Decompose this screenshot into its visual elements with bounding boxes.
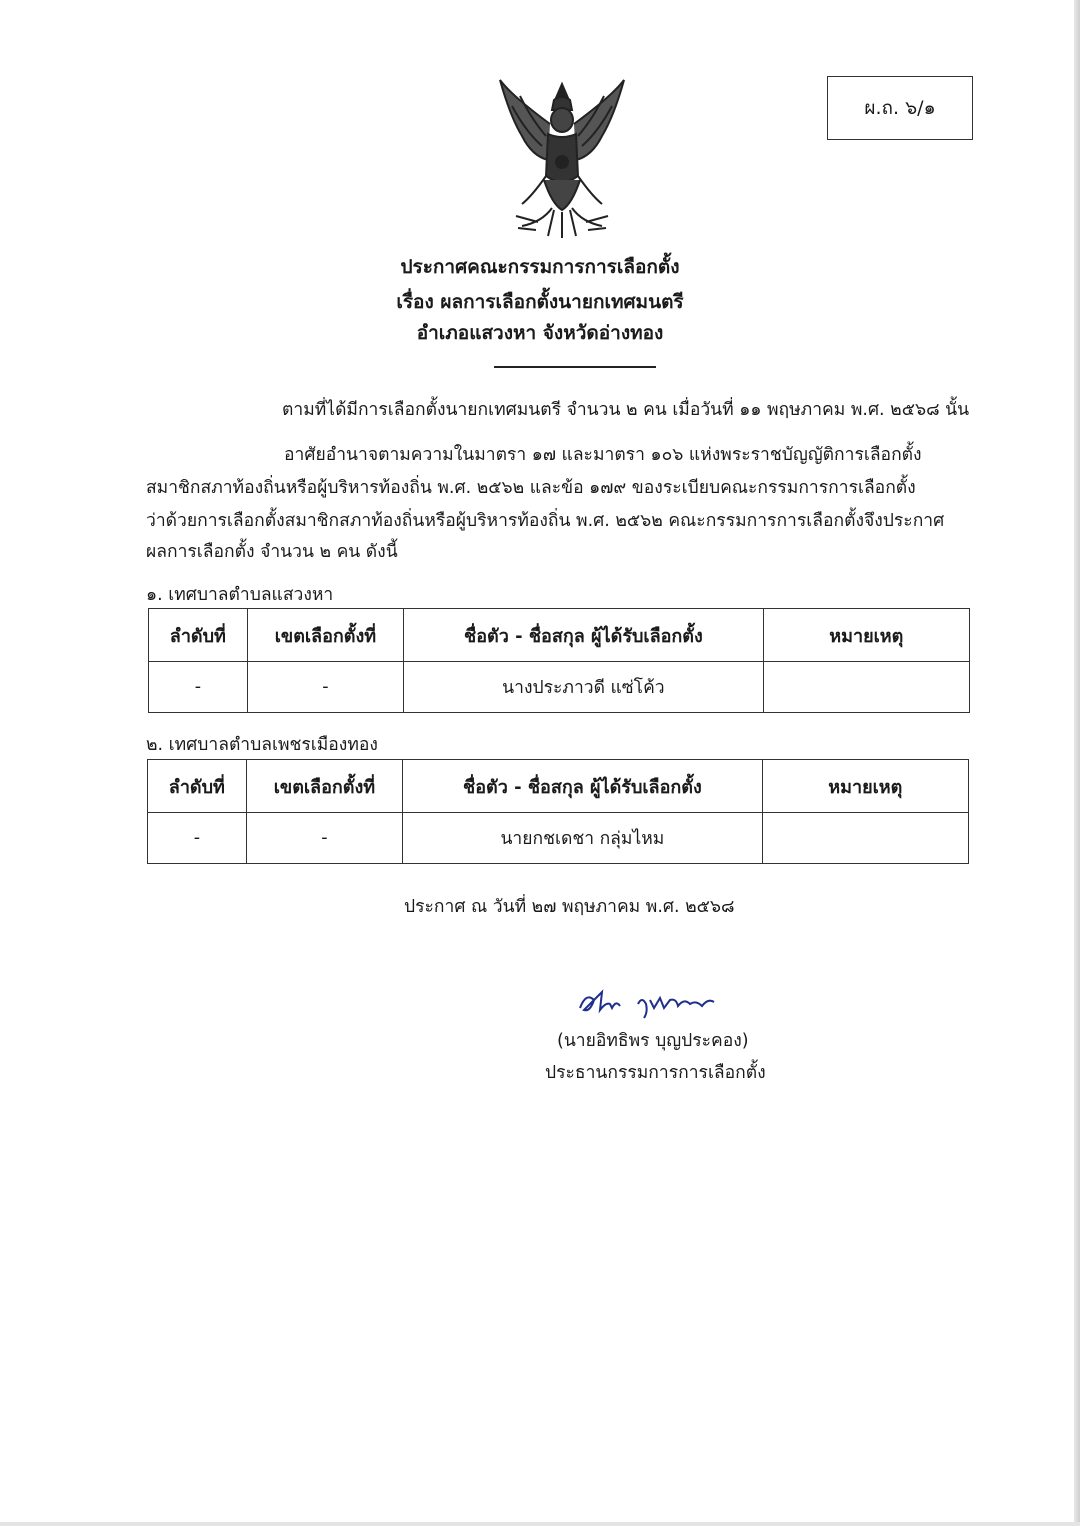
- table-row: [148, 813, 969, 864]
- legal-basis-line-3: ว่าด้วยการเลือกตั้งสมาชิกสภาท้องถิ่นหรือผู้บริหารท้องถิ่น พ.ศ. ๒๕๖๒ คณะกรรมการการเลือกตั้งจึงประกาศ: [146, 511, 945, 531]
- header-district: เขตเลือกตั้งที่: [246, 760, 402, 813]
- form-code-box: [827, 76, 973, 140]
- cell-order: -: [149, 662, 248, 713]
- header-name: ชื่อตัว - ชื่อสกุล ผู้ได้รับเลือกตั้ง: [404, 609, 763, 662]
- cell-remark: [762, 813, 968, 864]
- page-bottom-edge: [0, 1522, 1080, 1526]
- header-order: ลำดับที่: [148, 760, 247, 813]
- cell-order: -: [148, 813, 247, 864]
- header-remark: หมายเหตุ: [763, 609, 969, 662]
- page-edge-shadow: [1074, 0, 1080, 1526]
- table-header-row: [149, 609, 970, 662]
- header-district: เขตเลือกตั้งที่: [247, 609, 403, 662]
- legal-basis-line-4: ผลการเลือกตั้ง จำนวน ๒ คน ดังนี้: [146, 542, 398, 562]
- signatory-name: (นายอิทธิพร บุญประคอง): [557, 1031, 749, 1051]
- table-header-row: [148, 760, 969, 813]
- header-remark: หมายเหตุ: [762, 760, 968, 813]
- announcement-title: ประกาศคณะกรรมการการเลือกตั้ง: [400, 256, 680, 278]
- form-code: ผ.ถ. ๖/๑: [864, 97, 936, 119]
- signatory-position: ประธานกรรมการการเลือกตั้ง: [545, 1063, 766, 1083]
- garuda-emblem-icon: [492, 76, 632, 241]
- announcement-subject: เรื่อง ผลการเลือกตั้งนายกเทศมนตรี: [396, 291, 684, 313]
- header-name: ชื่อตัว - ชื่อสกุล ผู้ได้รับเลือกตั้ง: [403, 760, 762, 813]
- results-table-1: [148, 608, 970, 713]
- handwritten-signature-icon: [572, 978, 722, 1024]
- cell-name: นายกชเดชา กลุ่มไหม: [403, 813, 762, 864]
- announcement-date: ประกาศ ณ วันที่ ๒๗ พฤษภาคม พ.ศ. ๒๕๖๘: [404, 897, 735, 917]
- legal-basis-line-2: สมาชิกสภาท้องถิ่นหรือผู้บริหารท้องถิ่น พ.ศ. ๒๕๖๒ และข้อ ๑๗๙ ของระเบียบคณะกรรมการการเลือกตั้ง: [146, 478, 916, 498]
- legal-basis-line-1: อาศัยอำนาจตามความในมาตรา ๑๗ และมาตรา ๑๐๖ แห่งพระราชบัญญัติการเลือกตั้ง: [284, 445, 922, 465]
- cell-district: -: [246, 813, 402, 864]
- table-row: [149, 662, 970, 713]
- announcement-location: อำเภอแสวงหา จังหวัดอ่างทอง: [416, 322, 664, 344]
- cell-remark: [763, 662, 969, 713]
- intro-paragraph: ตามที่ได้มีการเลือกตั้งนายกเทศมนตรี จำนวน ๒ คน เมื่อวันที่ ๑๑ พฤษภาคม พ.ศ. ๒๕๖๘ นั้น: [282, 400, 970, 420]
- results-table-2: [147, 759, 969, 864]
- heading-divider: [494, 366, 656, 368]
- section-title-1: ๑. เทศบาลตำบลแสวงหา: [146, 585, 334, 605]
- cell-name: นางประภาวดี แซ่โค้ว: [404, 662, 763, 713]
- section-title-2: ๒. เทศบาลตำบลเพชรเมืองทอง: [146, 735, 378, 755]
- cell-district: -: [247, 662, 403, 713]
- header-order: ลำดับที่: [149, 609, 248, 662]
